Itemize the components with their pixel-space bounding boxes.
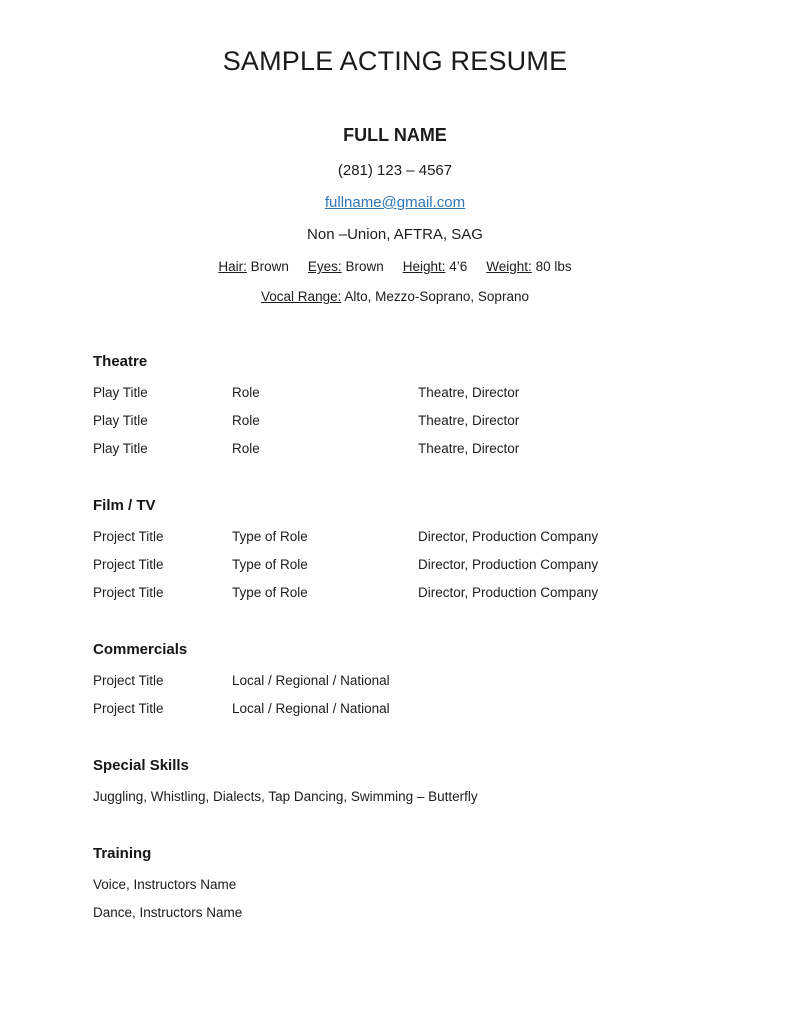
director-company-cell: Director, Production Company (418, 584, 599, 600)
role-cell: Role (232, 384, 260, 400)
theatre-director-cell: Theatre, Director (418, 412, 520, 428)
play-title-cell: Play Title (93, 384, 148, 400)
stat-eyes (308, 258, 384, 276)
play-title-cell: Play Title (93, 412, 148, 428)
film-tv-row (93, 578, 710, 606)
role-cell: Role (232, 412, 260, 428)
section-heading-theatre: Theatre (93, 353, 148, 370)
theatre-row (93, 378, 710, 406)
commercials-rows (93, 666, 710, 722)
stat-height-value: 4’6 (449, 259, 468, 274)
email-line (0, 193, 790, 212)
market-scope-cell: Local / Regional / National (232, 700, 390, 716)
film-tv-row (93, 550, 710, 578)
stat-weight-label: Weight: (486, 259, 532, 274)
full-name: FULL NAME (343, 125, 447, 145)
vocal-range-line (0, 288, 790, 306)
type-of-role-cell: Type of Role (232, 528, 308, 544)
section-heading-special-skills: Special Skills (93, 757, 189, 774)
stat-hair (218, 258, 289, 276)
film-tv-row (93, 522, 710, 550)
stat-hair-value: Brown (250, 259, 289, 274)
role-cell: Role (232, 440, 260, 456)
director-company-cell: Director, Production Company (418, 528, 599, 544)
theatre-director-cell: Theatre, Director (418, 440, 520, 456)
stat-weight-value: 80 lbs (535, 259, 572, 274)
training-rows (93, 870, 710, 926)
director-company-cell: Director, Production Company (418, 556, 599, 572)
resume-sections (0, 352, 790, 926)
stat-eyes-value: Brown (345, 259, 384, 274)
market-scope-cell: Local / Regional / National (232, 672, 390, 688)
project-title-cell: Project Title (93, 700, 164, 716)
film-tv-rows (93, 522, 710, 606)
stat-hair-label: Hair: (218, 259, 247, 274)
commercial-row (93, 666, 710, 694)
theatre-row (93, 406, 710, 434)
section-heading-training: Training (93, 845, 152, 862)
phone-number: (281) 123 – 4567 (337, 162, 453, 179)
document-title: SAMPLE ACTING RESUME (222, 46, 568, 76)
project-title-cell: Project Title (93, 556, 164, 572)
section-heading-film-tv: Film / TV (93, 497, 156, 514)
commercial-row (93, 694, 710, 722)
training-line: Voice, Instructors Name (93, 876, 237, 892)
email-link[interactable]: fullname@gmail.com (324, 194, 466, 211)
stats-line (0, 258, 790, 276)
special-skills-text: Juggling, Whistling, Dialects, Tap Dancing, Swimming – Butterfly (93, 788, 478, 804)
vocal-range-label: Vocal Range: (261, 289, 342, 304)
stat-height-label: Height: (402, 259, 446, 274)
stat-eyes-label: Eyes: (307, 259, 342, 274)
theatre-rows (93, 378, 710, 462)
document-header (0, 0, 790, 306)
project-title-cell: Project Title (93, 528, 164, 544)
stat-weight (486, 258, 571, 276)
theatre-director-cell: Theatre, Director (418, 384, 520, 400)
theatre-row (93, 434, 710, 462)
section-heading-commercials: Commercials (93, 641, 188, 658)
stat-height (403, 258, 468, 276)
type-of-role-cell: Type of Role (232, 556, 308, 572)
type-of-role-cell: Type of Role (232, 584, 308, 600)
vocal-range-value: Alto, Mezzo-Soprano, Soprano (344, 289, 529, 304)
play-title-cell: Play Title (93, 440, 148, 456)
union-affiliations: Non –Union, AFTRA, SAG (307, 226, 483, 243)
project-title-cell: Project Title (93, 672, 164, 688)
project-title-cell: Project Title (93, 584, 164, 600)
training-line: Dance, Instructors Name (93, 904, 243, 920)
